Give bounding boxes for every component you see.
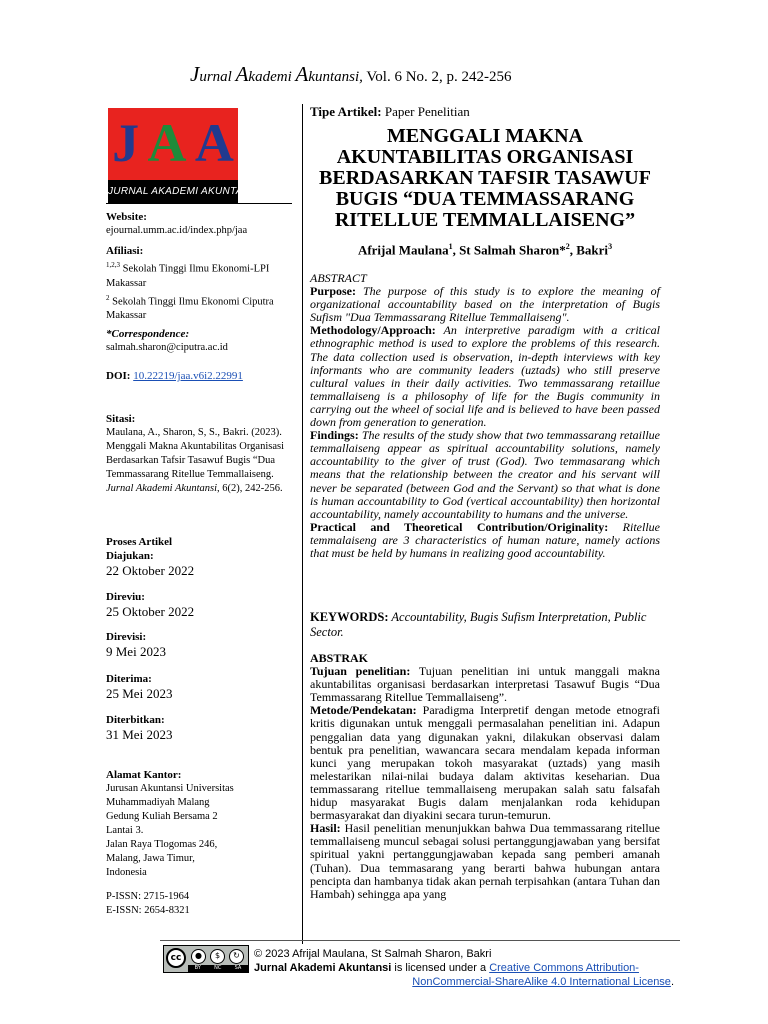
- citation-journal: Jurnal Akademi Akuntansi: [106, 483, 218, 494]
- office-line: Lantai 3.: [106, 825, 144, 836]
- citation-tail: , 6(2), 242-256.: [217, 483, 283, 494]
- purpose-text: The purpose of this study is to explore the meaning of organizational accountability based on the interpretation of Bugis Sufism "Dua Temmassarang Ritellue Temmallaiseng".: [310, 284, 660, 325]
- hasil-text: Hasil penelitian menunjukkan bahwa Dua temmassarang ritellue temmallaiseng muncul sebagai solusi pertanggungjawaban yang bersifat spiritual yakni pertanggungjawaban kepada sang pemberi amanah (Tuhan). Dua temmasarang yang berarti bahwa hubungan antara pencipta dan hambanya tidak akan pernah terpisahkan (antara Tuhan dan Hambah) sehingga apa yang: [310, 821, 660, 901]
- revised-date: 9 Mei 2023: [106, 644, 166, 659]
- affiliation-1: Sekolah Tinggi Ilmu Ekonomi-LPI Makassar: [106, 263, 270, 289]
- reviewed-label: Direviu:: [106, 591, 145, 603]
- accepted-date: 25 Mei 2023: [106, 686, 173, 701]
- article-type-label: Tipe Artikel:: [310, 104, 382, 119]
- keywords-label: KEYWORDS:: [310, 610, 389, 624]
- sa-icon: ↻: [229, 949, 244, 964]
- website-block: [106, 210, 296, 238]
- correspondence-block: [106, 327, 296, 355]
- process-label: Proses Artikel: [106, 536, 173, 548]
- cc-label-nc: NC: [214, 965, 222, 971]
- journal-initial-a2: A: [295, 62, 309, 86]
- correspondence-email[interactable]: salmah.sharon@ciputra.ac.id: [106, 342, 228, 353]
- office-block: [106, 768, 296, 880]
- reviewed-block: [106, 590, 296, 620]
- volume-info: Vol. 6 No. 2, p. 242-256: [362, 69, 512, 85]
- office-line: Jalan Raya Tlogomas 246,: [106, 839, 218, 850]
- office-line: Malang, Jawa Timur,: [106, 853, 195, 864]
- website-label: Website:: [106, 211, 147, 223]
- logo-letter-a1: A: [147, 113, 187, 173]
- sidebar-divider: [106, 203, 292, 204]
- cc-license-badge[interactable]: [163, 945, 249, 973]
- license-phrase: is licensed under a: [391, 962, 490, 974]
- purpose-label: Purpose:: [310, 284, 356, 299]
- title-line: BERDASARKAN TAFSIR TASAWUF: [319, 167, 651, 189]
- nc-icon: $: [210, 949, 225, 964]
- office-line: Jurusan Akuntansi Universitas: [106, 783, 234, 794]
- submitted-date: 22 Oktober 2022: [106, 563, 195, 578]
- method-text: An interpretive paradigm with a critical ethnographic method is used to explore the problems of this research. The data collection used is observation, in-depth interviews with key informants who are community leaders (uztads) who still preserve cultural values in their daily activities. Two temmassarang retaillue temmallaiseng is a philosophy of life for the Bugis community in carrying out the wheel of social life and is believed to have been passed down from generation to generation.: [310, 323, 660, 430]
- abstrak-heading: ABSTRAK: [310, 651, 369, 665]
- by-icon: ●: [191, 949, 206, 964]
- cc-label-sa: SA: [234, 965, 242, 971]
- title-line: BUGIS “DUA TEMMASSARANG: [335, 188, 635, 210]
- logo-letter-j: J: [112, 113, 140, 173]
- article-type: [310, 104, 660, 120]
- metode-text: Paradigma Interpretif dengan metode etnografi kritis digunakan untuk menggali permasalahan penelitian ini. Adapun penggalian data yang digunakan yakni, dilakukan observasi dalam bentuk pra penelitian, wawancara secara mendalam kepada informan kunci yang merupakan tokoh masyarakat (uztads) yang masih melestarikan nilai-nilai budaya dalam aktivitas keseharian. Dua temmassarang ritellue temmallaiseng merupakan salah satu falsafah hidup masyarakat Bugis dalam menjalankan roda kehidupan bermasyarakat dan diyakini secara turun-temurun.: [310, 703, 660, 823]
- revised-block: [106, 630, 296, 660]
- revised-label: Direvisi:: [106, 631, 147, 643]
- correspondence-label: *Correspondence:: [106, 328, 190, 340]
- accepted-label: Diterima:: [106, 673, 152, 685]
- tujuan-label: Tujuan penelitian:: [310, 664, 411, 679]
- contribution-label: Practical and Theoretical Contribution/Originality:: [310, 519, 609, 534]
- method-label: Methodology/Approach:: [310, 323, 436, 338]
- license-link-part1[interactable]: Creative Commons Attribution-: [489, 962, 639, 974]
- doi-link[interactable]: 10.22219/jaa.v6i2.22991: [133, 370, 243, 382]
- findings-text: The results of the study show that two temmassarang retaillue temmallaiseng appear as spiritual accountability solutions, namely accountability to the giver of trust (God). Two temmasarang which means that the relationship between the creator and his servant will never be separated (between God and the Servant) so that what is done is human accountability to God (vertical accountability) then horizontal accountability, namely accountability to humans and the universe.: [310, 428, 660, 521]
- author-1: Afrijal Maulana: [357, 242, 449, 258]
- footer-divider: [160, 940, 680, 941]
- journal-name-part2: kademi: [248, 69, 296, 85]
- tujuan-text: Tujuan penelitian ini untuk manggali makna akuntabilitas organisasi berdasarkan interpretasi Tasawuf Bugis “Dua Temmassarang Ritellue Temmallaiseng”.: [310, 664, 661, 705]
- journal-name-part1: urnal: [199, 69, 236, 85]
- doi-block: [106, 369, 296, 383]
- title-line: MENGGALI MAKNA: [386, 125, 584, 147]
- journal-initial-a1: A: [235, 62, 249, 86]
- journal-initial-j: J: [190, 62, 200, 86]
- title-line: AKUNTABILITAS ORGANISASI: [336, 146, 634, 168]
- citation-label: Sitasi:: [106, 413, 136, 425]
- column-divider: [302, 104, 303, 944]
- author-3-sup: 3: [608, 242, 613, 251]
- license-period: .: [670, 976, 674, 988]
- author-1-sup: 1: [448, 242, 453, 251]
- author-3: , Bakri: [569, 242, 609, 258]
- pissn: P-ISSN: 2715-1964: [106, 891, 190, 902]
- journal-logo: [108, 108, 261, 204]
- office-line: Indonesia: [106, 867, 147, 878]
- keywords: [310, 610, 660, 640]
- doi-label: DOI:: [106, 370, 131, 382]
- affiliation-block: [106, 244, 296, 323]
- citation-text: Maulana, A., Sharon, S, S., Bakri. (2023). Menggali Makna Akuntabilitas Organisasi Berdasarkan Tafsir Tasawuf Bugis “Dua Temmassarang Ritellue Temmallaiseng.: [106, 427, 284, 480]
- aff1-sup: 1,2,3: [106, 261, 120, 269]
- author-2-sup: 2: [565, 242, 570, 251]
- website-url[interactable]: ejournal.umm.ac.id/index.php/jaa: [106, 225, 248, 236]
- reviewed-date: 25 Oktober 2022: [106, 604, 195, 619]
- logo-band-text: JURNAL AKADEMI AKUNTANSI: [108, 180, 238, 204]
- abstract-heading: ABSTRACT: [310, 271, 367, 285]
- cc-label-by: BY: [194, 965, 201, 971]
- published-date: 31 Mei 2023: [106, 727, 173, 742]
- contribution-text: Ritellue temmalaiseng are 3 characteristics of human nature, namely actions that must be held by humans in realizing good accountability.: [310, 519, 660, 560]
- citation-block: [106, 412, 296, 496]
- office-label: Alamat Kantor:: [106, 769, 182, 781]
- office-line: Gedung Kuliah Bersama 2: [106, 811, 218, 822]
- affiliation-2: Sekolah Tinggi Ilmu Ekonomi Ciputra Makassar: [106, 296, 274, 321]
- copyright: © 2023 Afrijal Maulana, St Salmah Sharon, Bakri: [254, 948, 492, 960]
- cc-icon: cc: [166, 948, 186, 968]
- author-list: [310, 242, 660, 258]
- hasil-label: Hasil:: [310, 821, 341, 836]
- affiliation-label: Afiliasi:: [106, 245, 144, 257]
- abstract-english: [310, 272, 660, 560]
- article-type-value: Paper Penelitian: [381, 104, 470, 119]
- journal-header: [190, 62, 512, 87]
- findings-label: Findings:: [310, 428, 359, 443]
- accepted-block: [106, 672, 296, 702]
- abstract-indonesian: [310, 652, 660, 901]
- metode-label: Metode/Pendekatan:: [310, 703, 417, 718]
- process-block: [106, 535, 296, 579]
- office-line: Muhammadiyah Malang: [106, 797, 210, 808]
- license-journal: Jurnal Akademi Akuntansi: [254, 962, 392, 974]
- license-link-part2[interactable]: NonCommercial-ShareAlike 4.0 International License: [412, 976, 671, 988]
- article-title: [310, 126, 660, 231]
- submitted-label: Diajukan:: [106, 550, 154, 562]
- published-block: [106, 713, 296, 743]
- issn-block: [106, 890, 296, 918]
- aff2-sup: 2: [106, 293, 110, 302]
- logo-letter-a2: A: [194, 113, 234, 173]
- eissn: E-ISSN: 2654-8321: [106, 905, 190, 916]
- keywords-text: Accountability, Bugis Sufism Interpretation, Public Sector.: [310, 610, 647, 639]
- journal-name-part3: kuntansi,: [308, 69, 363, 85]
- license-text: [254, 947, 674, 989]
- published-label: Diterbitkan:: [106, 714, 165, 726]
- author-2: , St Salmah Sharon*: [452, 242, 566, 258]
- title-line: RITELLUE TEMMALLAISENG”: [334, 209, 636, 231]
